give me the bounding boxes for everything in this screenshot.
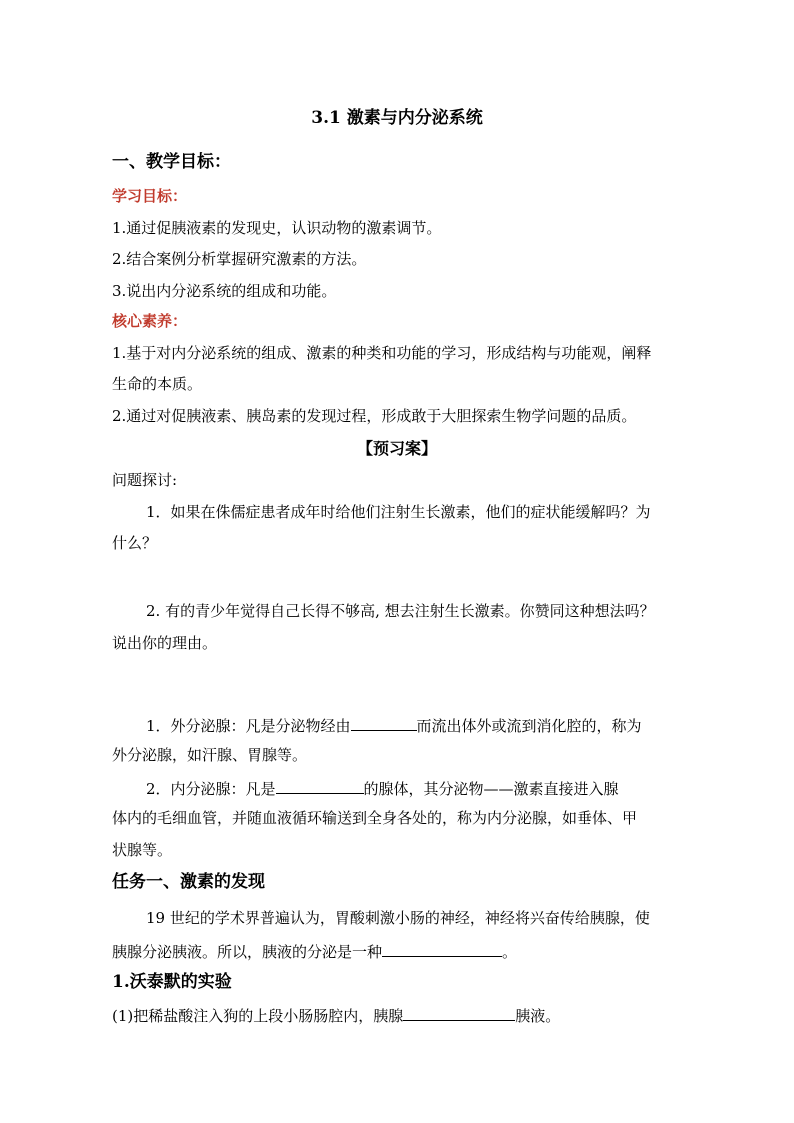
exocrine-definition-cont: 外分泌腺，如汗腺、胃腺等。	[112, 746, 308, 764]
page-title: 3.1 激素与内分泌系统	[311, 108, 483, 128]
task1-text-end: 。	[502, 943, 518, 961]
experiment-step-1	[112, 1004, 692, 1026]
question-1: 1．如果在侏儒症患者成年时给他们注射生长激素，他们的症状能缓解吗？为	[146, 503, 651, 521]
experiment-heading: 1.沃泰默的实验	[112, 972, 232, 992]
exocrine-text-a: 1．外分泌腺：凡是分泌物经由	[146, 717, 351, 735]
experiment-text-b: 胰液。	[515, 1007, 561, 1025]
endocrine-text-a: 2．内分泌腺：凡是	[146, 780, 276, 798]
learning-goals-label: 学习目标：	[112, 187, 188, 205]
core-literacy-label: 核心素养：	[112, 312, 188, 330]
endocrine-definition-cont: 状腺等。	[112, 841, 173, 859]
exocrine-definition	[112, 714, 726, 736]
question-1-cont: 什么？	[112, 534, 158, 552]
endocrine-definition	[112, 777, 726, 799]
question-2-cont: 说出你的理由。	[112, 634, 218, 652]
core-literacy-item: 1.基于对内分泌系统的组成、激素的种类和功能的学习，形成结构与功能观，阐释	[112, 344, 652, 362]
learning-goal-item: 3.说出内分泌系统的组成和功能。	[112, 282, 337, 300]
fill-blank[interactable]	[276, 777, 364, 794]
exocrine-text-b: 而流出体外或流到消化腔的，称为	[416, 717, 642, 735]
learning-goal-item: 2.结合案例分析掌握研究激素的方法。	[112, 250, 367, 268]
fill-blank[interactable]	[351, 714, 417, 731]
task1-heading: 任务一、激素的发现	[112, 872, 265, 892]
experiment-text-a: (1)把稀盐酸注入狗的上段小肠肠腔内，胰腺	[112, 1007, 404, 1025]
discussion-label: 问题探讨:	[112, 471, 178, 489]
core-literacy-item: 2.通过对促胰液素、胰岛素的发现过程，形成敢于大胆探索生物学问题的品质。	[112, 407, 637, 425]
section-heading-objectives: 一、教学目标：	[112, 152, 231, 172]
task1-paragraph-cont	[112, 940, 692, 962]
endocrine-text-b: 的腺体，其分泌物——激素直接进入腺	[363, 780, 619, 798]
task1-paragraph: 19 世纪的学术界普遍认为，胃酸刺激小肠的神经，神经将兴奋传给胰腺，使	[146, 909, 650, 927]
question-2: 2. 有的青少年觉得自己长得不够高, 想去注射生长激素。你赞同这种想法吗？	[146, 602, 655, 620]
fill-blank[interactable]	[382, 940, 502, 957]
fill-blank[interactable]	[403, 1004, 515, 1021]
learning-goal-item: 1.通过促胰液素的发现史，认识动物的激素调节。	[112, 219, 442, 237]
preview-heading: 【预习案】	[356, 439, 437, 458]
task1-text-a: 胰腺分泌胰液。所以，胰液的分泌是一种	[112, 943, 383, 961]
core-literacy-item: 生命的本质。	[112, 375, 203, 393]
endocrine-definition-cont: 体内的毛细血管，并随血液循环输送到全身各处的，称为内分泌腺，如垂体、甲	[112, 809, 638, 827]
